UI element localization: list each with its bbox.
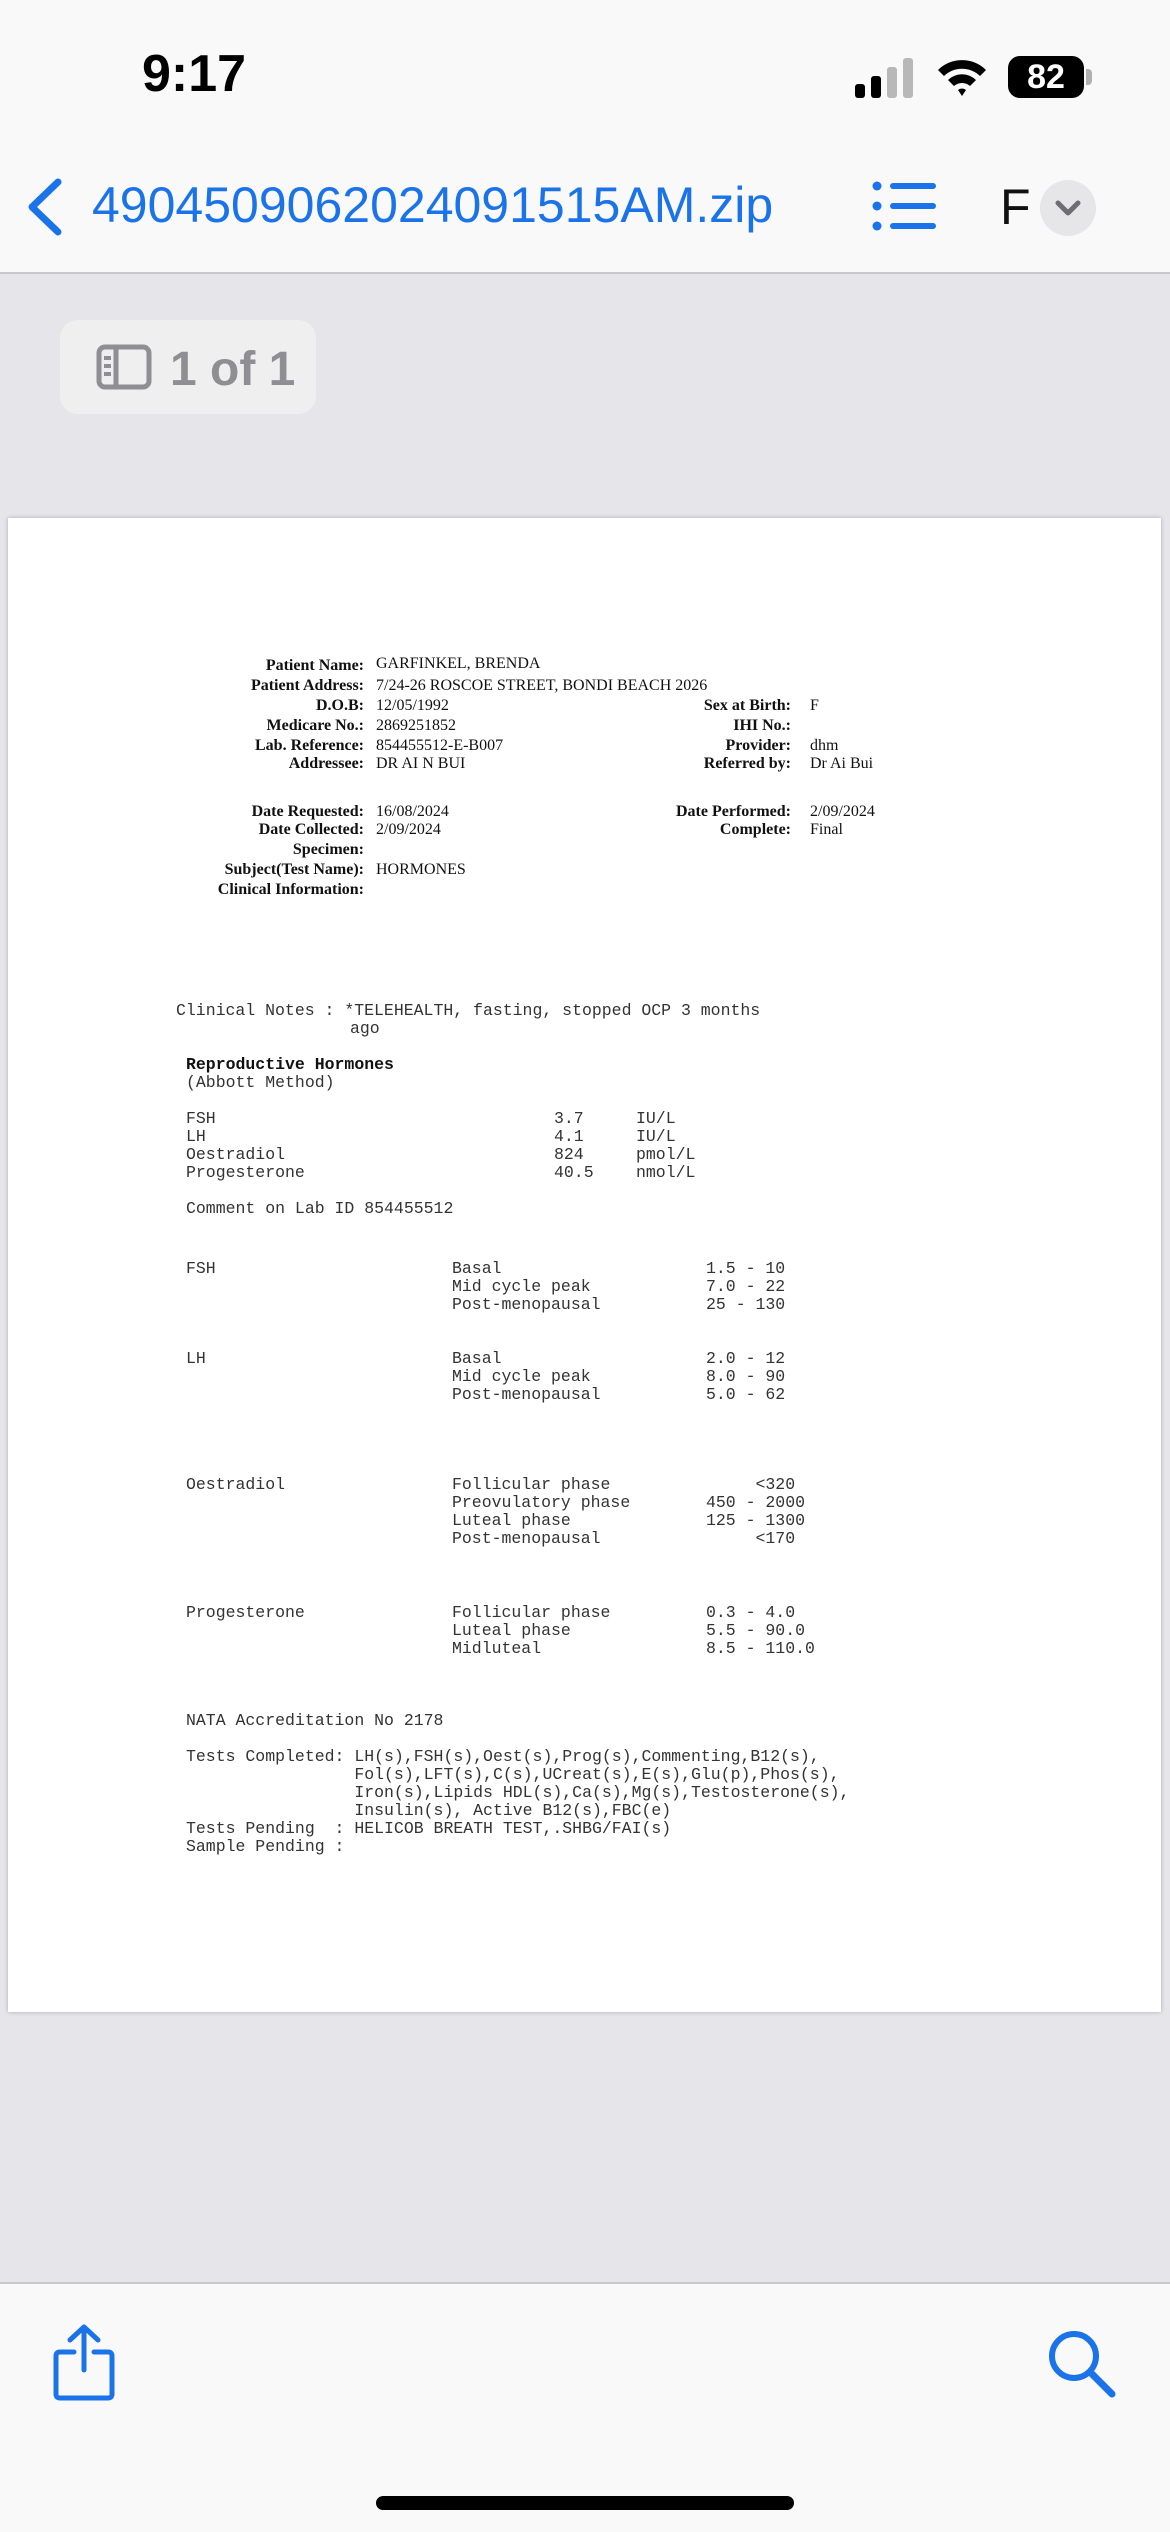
- result-unit: IU/L: [636, 1109, 676, 1128]
- range-phase: Post-menopausal: [452, 1529, 601, 1548]
- tests-completed-line: Tests Completed: LH(s),FSH(s),Oest(s),Prog(s),Commenting,B12(s),: [186, 1747, 820, 1766]
- range-value: 5.5 - 90.0: [706, 1621, 806, 1640]
- clinical-information-label: Clinical Information:: [217, 881, 364, 898]
- tests-pending: Tests Pending : HELICOB BREATH TEST,.SHBG/FAI(s): [186, 1819, 672, 1838]
- home-indicator: [376, 2496, 794, 2510]
- result-value: 3.7: [554, 1109, 584, 1128]
- patient-name: GARFINKEL, BRENDA: [376, 655, 541, 672]
- range-phase: Post-menopausal: [452, 1295, 601, 1314]
- truncated-tab-label[interactable]: F: [1000, 179, 1031, 235]
- result-name: Oestradiol: [186, 1145, 286, 1164]
- range-value: 450 - 2000: [706, 1493, 806, 1512]
- result-value: 4.1: [554, 1127, 584, 1146]
- range-hormone: Oestradiol: [186, 1475, 286, 1494]
- range-phase: Mid cycle peak: [452, 1277, 591, 1296]
- range-phase: Luteal phase: [452, 1621, 571, 1640]
- patient-header: [8, 518, 1161, 918]
- range-phase: Luteal phase: [452, 1511, 571, 1530]
- search-icon[interactable]: [1046, 2328, 1118, 2400]
- referred-by-label: Referred by:: [703, 755, 791, 772]
- result-name: Progesterone: [186, 1163, 305, 1182]
- date-performed-value: 2/09/2024: [810, 803, 875, 820]
- range-phase: Follicular phase: [452, 1603, 611, 1622]
- date-requested-value: 16/08/2024: [376, 803, 449, 820]
- range-phase: Basal: [452, 1349, 502, 1368]
- dob-label: D.O.B:: [316, 697, 364, 714]
- range-value: 8.0 - 90: [706, 1367, 786, 1386]
- clinical-notes: Clinical Notes : *TELEHEALTH, fasting, stopped OCP 3 months: [176, 1001, 761, 1020]
- chevron-down-icon: [1040, 180, 1096, 236]
- range-hormone: LH: [186, 1349, 206, 1368]
- range-value: 0.3 - 4.0: [706, 1603, 796, 1622]
- result-unit: pmol/L: [636, 1145, 696, 1164]
- range-value: 25 - 130: [706, 1295, 786, 1314]
- complete-value: Final: [810, 821, 843, 838]
- complete-label: Complete:: [719, 821, 791, 838]
- lab-comment: Comment on Lab ID 854455512: [186, 1199, 454, 1218]
- result-value: 40.5: [554, 1163, 594, 1182]
- patient-address-label: Patient Address:: [250, 677, 364, 694]
- result-name: LH: [186, 1127, 206, 1146]
- share-icon[interactable]: [52, 2324, 116, 2402]
- page-indicator-label: 1 of 1: [170, 343, 296, 396]
- range-hormone: Progesterone: [186, 1603, 305, 1622]
- section-method: (Abbott Method): [186, 1073, 335, 1092]
- document-page: [8, 518, 1161, 2012]
- cellular-signal-icon: [855, 58, 915, 98]
- ihi-label: IHI No.:: [733, 717, 791, 734]
- status-time: 9:17: [142, 45, 247, 103]
- wifi-icon: [936, 56, 988, 98]
- range-value: 7.0 - 22: [706, 1277, 786, 1296]
- subject-label: Subject(Test Name):: [224, 861, 364, 878]
- clinical-notes-continued: ago: [350, 1019, 380, 1038]
- range-value: 5.0 - 62: [706, 1385, 786, 1404]
- sidebar-icon: [96, 344, 152, 390]
- result-value: 824: [554, 1145, 584, 1164]
- sex-value: F: [810, 697, 819, 714]
- medicare-label: Medicare No.:: [266, 717, 364, 734]
- battery-indicator: [1008, 56, 1092, 98]
- section-title: Reproductive Hormones: [186, 1055, 394, 1074]
- range-value: <320: [706, 1475, 796, 1494]
- sex-label: Sex at Birth:: [703, 697, 791, 714]
- result-name: FSH: [186, 1109, 216, 1128]
- lab-reference-label: Lab. Reference:: [255, 737, 364, 754]
- range-value: 8.5 - 110.0: [706, 1639, 815, 1658]
- addressee-value: DR AI N BUI: [376, 755, 466, 772]
- document-title[interactable]: 4904509062024091515AM.zip: [92, 177, 774, 233]
- provider-label: Provider:: [725, 737, 791, 754]
- result-unit: nmol/L: [636, 1163, 696, 1182]
- medicare-value: 2869251852: [376, 717, 456, 734]
- range-phase: Basal: [452, 1259, 502, 1278]
- referred-by-value: Dr Ai Bui: [810, 755, 874, 772]
- more-options-button[interactable]: [1040, 180, 1096, 236]
- list-icon[interactable]: [872, 180, 938, 232]
- patient-name-label: Patient Name:: [265, 657, 364, 674]
- date-performed-label: Date Performed:: [675, 803, 791, 820]
- provider-value: dhm: [810, 737, 839, 754]
- result-unit: IU/L: [636, 1127, 676, 1146]
- battery-level: 82: [1008, 56, 1084, 98]
- range-phase: Follicular phase: [452, 1475, 611, 1494]
- lab-reference-value: 854455512-E-B007: [376, 737, 504, 754]
- range-phase: Post-menopausal: [452, 1385, 601, 1404]
- range-value: 2.0 - 12: [706, 1349, 786, 1368]
- date-collected-label: Date Collected:: [258, 821, 364, 838]
- top-bar: [0, 0, 1170, 274]
- tests-completed-line: Fol(s),LFT(s),C(s),UCreat(s),E(s),Glu(p),Phos(s),: [186, 1765, 840, 1784]
- bottom-toolbar: [0, 2282, 1170, 2532]
- subject-value: HORMONES: [376, 861, 466, 878]
- date-requested-label: Date Requested:: [251, 803, 364, 820]
- range-value: 125 - 1300: [706, 1511, 806, 1530]
- dob-value: 12/05/1992: [376, 697, 449, 714]
- specimen-label: Specimen:: [292, 841, 364, 858]
- patient-address: 7/24-26 ROSCOE STREET, BONDI BEACH 2026: [376, 677, 708, 694]
- range-value: <170: [706, 1529, 796, 1548]
- tests-completed-line: Iron(s),Lipids HDL(s),Ca(s),Mg(s),Testosterone(s),: [186, 1783, 850, 1802]
- back-chevron-icon[interactable]: [22, 176, 68, 238]
- page-indicator-button[interactable]: [60, 320, 316, 414]
- date-collected-value: 2/09/2024: [376, 821, 441, 838]
- range-phase: Mid cycle peak: [452, 1367, 591, 1386]
- range-phase: Preovulatory phase: [452, 1493, 631, 1512]
- addressee-label: Addressee:: [288, 755, 364, 772]
- range-phase: Midluteal: [452, 1639, 542, 1658]
- battery-cap: [1086, 69, 1092, 85]
- nata-accreditation: NATA Accreditation No 2178: [186, 1711, 444, 1730]
- range-hormone: FSH: [186, 1259, 216, 1278]
- tests-completed-line: Insulin(s), Active B12(s),FBC(e): [186, 1801, 672, 1820]
- sample-pending: Sample Pending :: [186, 1837, 345, 1856]
- range-value: 1.5 - 10: [706, 1259, 786, 1278]
